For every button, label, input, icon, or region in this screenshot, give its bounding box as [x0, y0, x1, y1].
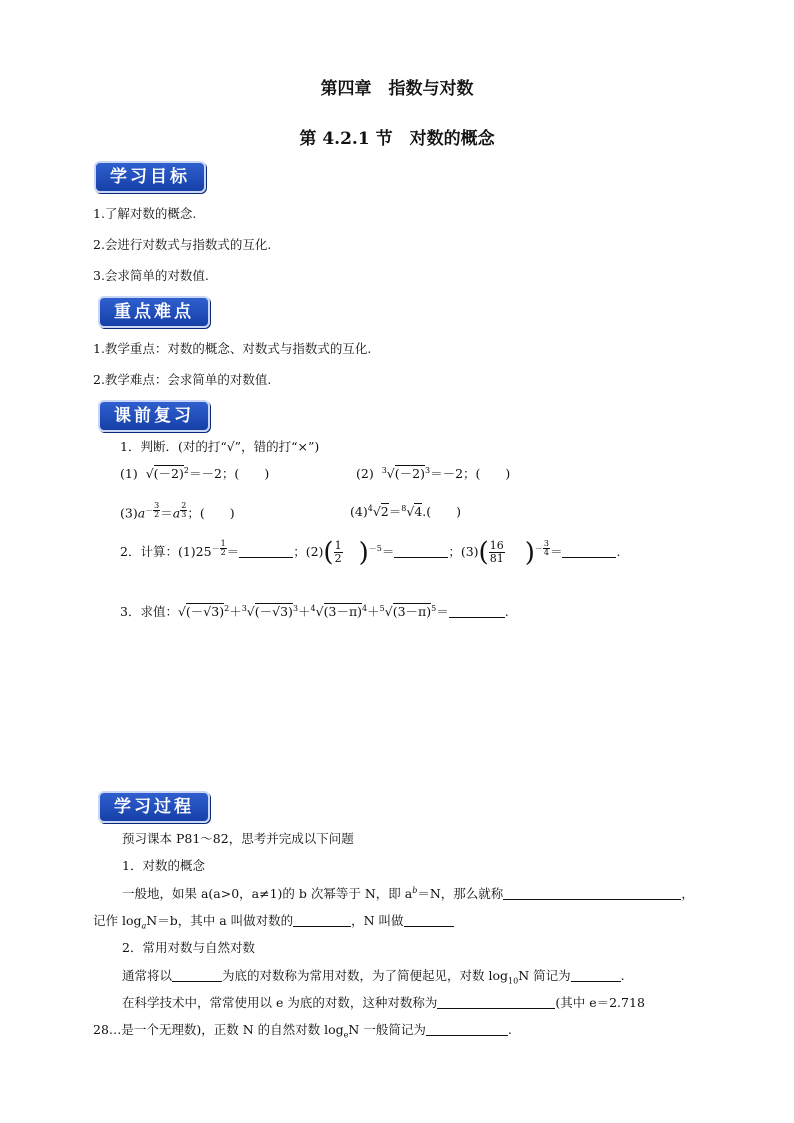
review-q3: 3．求值：$√(-√3)^2+^3√(-√3)^3+^4√(3-\pi)^4+^5√(3-\pi)^5=$ .: [120, 603, 509, 619]
item-number: (4): [350, 504, 368, 519]
text-fragment: N 一般简记为: [348, 1022, 426, 1037]
section-2-para-3: 28…是一个无理数)，正数 N 的自然对数 $\log_eN$ 一般简记为 .: [93, 1022, 512, 1040]
item-number: (3): [120, 505, 138, 521]
key-point-item: 2.教学难点：会求简单的对数值.: [93, 372, 272, 387]
section-1-para-2: 记作 $\log_aN=b$，其中 a 叫做对数的 ，N 叫做: [93, 911, 454, 931]
section-1-title: 1．对数的概念: [122, 858, 205, 873]
text-fragment: ，N 叫做: [351, 913, 404, 928]
objectives-badge: 学习目标: [94, 161, 206, 193]
chapter-title: 第四章 指数与对数: [320, 79, 474, 99]
review-q1-3: $(3)a^{- \frac{3}{2}}$ ＝a $^{\frac{2}{3}}$ ；( ): [120, 501, 235, 521]
process-intro: 预习课本 P81～82，思考并完成以下问题: [122, 831, 354, 846]
text-fragment: N 简记为: [518, 968, 571, 983]
text-fragment: 为底的对数称为常用对数，为了简便起见，对数 log: [222, 968, 509, 983]
key-points-badge: 重点难点: [98, 296, 210, 328]
text-fragment: (其中 e＝2.718: [555, 995, 645, 1010]
text-fragment: N＝b，其中 a 叫做对数的: [146, 913, 294, 928]
text-fragment: 记作 log: [93, 913, 142, 928]
section-2-title: 2．常用对数与自然对数: [122, 940, 255, 955]
objective-item: 3.会求简单的对数值.: [93, 268, 209, 283]
item-number: (1): [120, 466, 138, 481]
review-q2: 2．计算：$(1)25^{- \frac{1}{2}}$ ＝ ；(2)( $\frac{1}{2}$ )$^{-5}$＝ ；(3)( $\frac{16}{81}$ )$^{- \frac{3}{4}}$ ＝ .: [120, 537, 621, 568]
section-2-para-1: 通常将以 为底的对数称为常用对数，为了简便起见，对数 $\log_{10}N$ 简记为 .: [122, 968, 625, 986]
review-q1-stem: 1．判断．(对的打“√”，错的打“×”): [120, 439, 320, 454]
review-q1-2: (2) $^3√(-2)^3=-2$；( ): [356, 465, 511, 481]
section-1-para-1: 一般地，如果 a(a>0，a≠1)的 b 次幂等于 N，即 $a^b=N$，那么就称 ，: [122, 885, 694, 901]
q3-stem: 3．求值：: [120, 604, 178, 619]
key-point-item: 1.教学重点：对数的概念、对数式与指数式的互化.: [93, 341, 372, 356]
text-fragment: 在科学技术中，常常使用以 e 为底的对数，这种对数称为: [122, 995, 438, 1010]
q2-stem: 2．计算：(1)25: [120, 544, 212, 559]
item-number: (2): [356, 466, 374, 481]
section-title: 第 4.2.1 节 对数的概念: [299, 129, 495, 149]
text-fragment: 通常将以: [122, 968, 173, 983]
review-q1-1: (1) $√(-2)^2=-2$；( ): [120, 465, 270, 481]
objective-item: 2.会进行对数式与指数式的互化.: [93, 237, 272, 252]
objective-item: 1.了解对数的概念.: [93, 206, 197, 221]
review-badge: 课前复习: [98, 400, 210, 432]
section-2-para-2: [122, 993, 645, 1011]
text-fragment: 一般地，如果 a(a>0，a≠1)的 b 次幂等于 N，即 a: [122, 886, 413, 901]
process-badge: 学习过程: [98, 791, 210, 823]
text-fragment: 28…是一个无理数)，正数 N 的自然对数 log: [93, 1022, 344, 1037]
review-q1-4: $(4)^4√2=^8√4$.( ): [350, 503, 461, 519]
text-fragment: ＝N，那么就称: [417, 886, 504, 901]
